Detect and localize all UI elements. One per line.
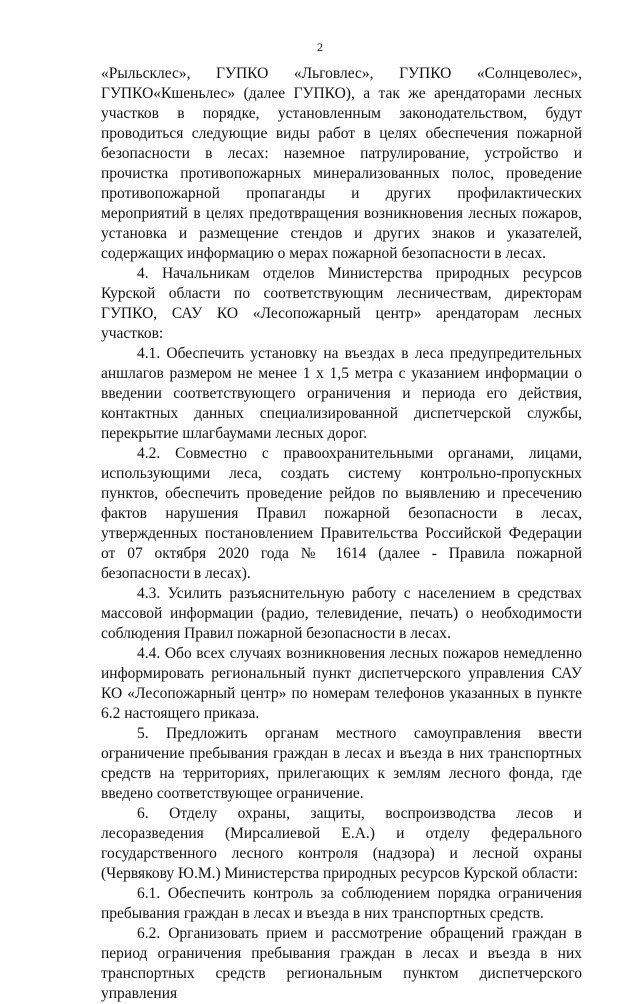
paragraph-item-4-2: 4.2. Совместно с правоохранительными органами, лицами, использующими леса, создать систему контрольно-пропускных пунктов, обеспечить проведение рейдов по выявлению и пресечению фактов нарушения Правил пожарной безопасности в лесах, утвержденных постановлением Правительства Российской Федерации от 07 октября 2020 года № 1614 (далее - Правила пожарной безопасности в лесах).	[101, 445, 582, 582]
paragraph-item-4-3: 4.3. Усилить разъяснительную работу с населением в средствах массовой информации (радио, телевидение, печать) о необходимости соблюдения Правил пожарной безопасности в лесах.	[101, 585, 582, 642]
page-number: 2	[317, 40, 323, 54]
document-body	[101, 64, 582, 1004]
paragraph-item-6-2: 6.2. Организовать прием и рассмотрение обращений граждан в период ограничения пребывания граждан в лесах и въезда в них транспортных средств региональным пунктом диспетчерского управления	[101, 925, 582, 1002]
paragraph-item-5: 5. Предложить органам местного самоуправления ввести ограничение пребывания граждан в лесах и въезда в них транспортных средств на территориях, прилегающих к землям лесного фонда, где введено соответствующее ограничение.	[101, 725, 582, 802]
paragraph-item-6: 6. Отделу охраны, защиты, воспроизводства лесов и лесоразведения (Мирсалиевой Е.А.) и отделу федерального государственного лесного контроля (надзора) и лесной охраны (Червякову Ю.М.) Министерства природных ресурсов Курской области:	[101, 805, 582, 882]
paragraph-item-6-1: 6.1. Обеспечить контроль за соблюдением порядка ограничения пребывания граждан в лесах и въезда в них транспортных средств.	[101, 885, 582, 922]
paragraph-item-4-4: 4.4. Обо всех случаях возникновения лесных пожаров немедленно информировать региональный пункт диспетчерского управления САУ КО «Лесопожарный центр» по номерам телефонов указанных в пункте 6.2 настоящего приказа.	[101, 645, 582, 722]
paragraph-item-4-1: 4.1. Обеспечить установку на въездах в леса предупредительных аншлагов размером не менее 1 х 1,5 метра с указанием информации о введении соответствующего ограничения и периода его действия, контактных данных специализированной диспетчерской службы, перекрытие шлагбаумами лесных дорог.	[101, 345, 582, 442]
paragraph-item-4: 4. Начальникам отделов Министерства природных ресурсов Курской области по соответствующим лесничествам, директорам ГУПКО, САУ КО «Лесопожарный центр» арендаторам лесных участков:	[101, 265, 582, 342]
paragraph-continuation: «Рыльсклес», ГУПКО «Льговлес», ГУПКО «Солнцеволес», ГУПКО«Кшеньлес» (далее ГУПКО), а так же арендаторами лесных участков в порядке, установленным законодательством, будут проводиться следующие виды работ в целях обеспечения пожарной безопасности в лесах: наземное патрулирование, устройство и прочистка противопожарных минерализованных полос, проведение противопожарной пропаганды и других профилактических мероприятий в целях предотвращения возникновения лесных пожаров, установка и размещение стендов и других знаков и указателей, содержащих информацию о мерах пожарной безопасности в лесах.	[101, 65, 582, 262]
